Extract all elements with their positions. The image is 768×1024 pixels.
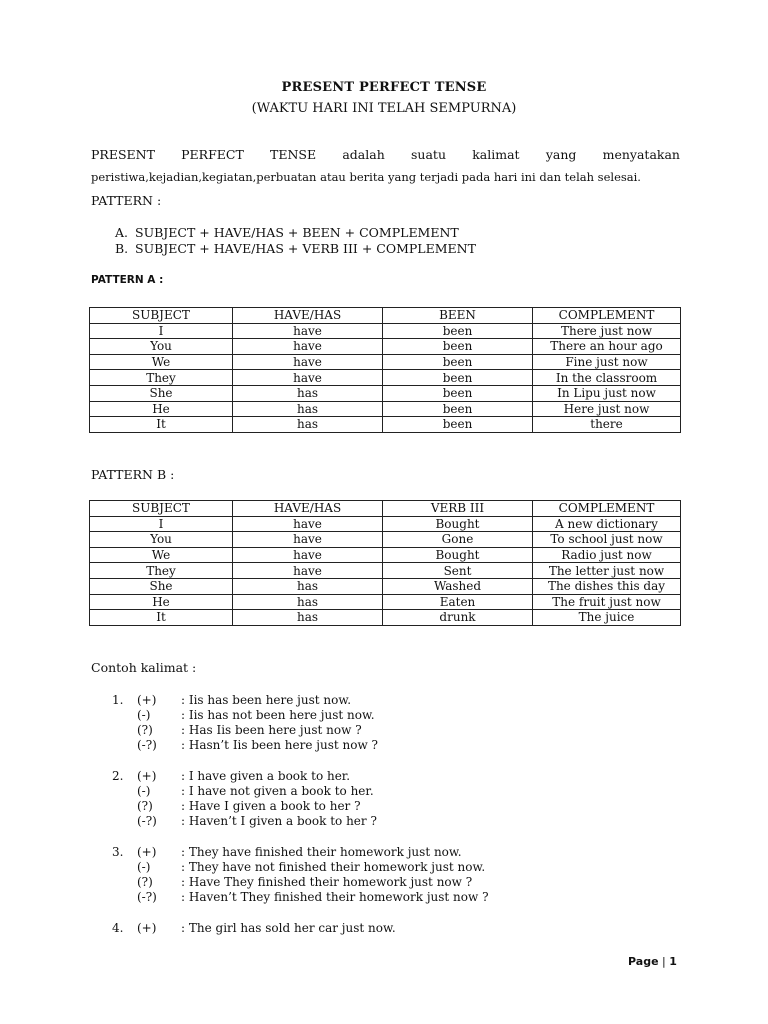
table-cell: He bbox=[90, 594, 233, 610]
table-cell: have bbox=[233, 516, 383, 532]
example-sentence: : Hasn’t Iis been here just now ? bbox=[181, 738, 378, 752]
table-header-cell: COMPLEMENT bbox=[533, 501, 681, 517]
pattern-a-label: PATTERN A : bbox=[91, 274, 164, 286]
table-header-cell: HAVE/HAS bbox=[233, 501, 383, 517]
page-word: Page bbox=[628, 955, 659, 968]
table-cell: Fine just now bbox=[533, 354, 681, 370]
table-header-cell: COMPLEMENT bbox=[533, 308, 681, 324]
table-cell: Bought bbox=[383, 547, 533, 563]
example-number: 3. bbox=[112, 845, 124, 859]
table-row bbox=[90, 323, 681, 339]
example-sentence: : Iis has not been here just now. bbox=[181, 708, 375, 722]
table-row bbox=[90, 578, 681, 594]
table-cell: has bbox=[233, 610, 383, 626]
table-cell: there bbox=[533, 417, 681, 433]
table-cell: Here just now bbox=[533, 401, 681, 417]
table-cell: been bbox=[383, 323, 533, 339]
table-cell: She bbox=[90, 578, 233, 594]
table-cell: It bbox=[90, 417, 233, 433]
table-cell: been bbox=[383, 339, 533, 355]
table-header-cell: SUBJECT bbox=[90, 308, 233, 324]
table-cell: been bbox=[383, 354, 533, 370]
table-row bbox=[90, 532, 681, 548]
table-cell: There an hour ago bbox=[533, 339, 681, 355]
table-row bbox=[90, 547, 681, 563]
table-cell: have bbox=[233, 563, 383, 579]
example-sentence: : Have I given a book to her ? bbox=[181, 799, 361, 813]
example-sentence: : Has Iis been here just now ? bbox=[181, 723, 362, 737]
example-type-mark: (-?) bbox=[137, 738, 157, 752]
table-cell: drunk bbox=[383, 610, 533, 626]
pattern-label: PATTERN : bbox=[91, 193, 162, 208]
definition-line-1: PRESENT PERFECT TENSE adalah suatu kalimat yang menyatakan bbox=[91, 147, 680, 162]
example-sentence: : I have not given a book to her. bbox=[181, 784, 374, 798]
table-cell: has bbox=[233, 385, 383, 401]
example-type-mark: (+) bbox=[137, 693, 157, 707]
table-cell: You bbox=[90, 339, 233, 355]
table-row bbox=[90, 610, 681, 626]
table-cell: been bbox=[383, 417, 533, 433]
table-cell: Washed bbox=[383, 578, 533, 594]
table-cell: have bbox=[233, 532, 383, 548]
example-number: 4. bbox=[112, 921, 124, 935]
table-cell: Radio just now bbox=[533, 547, 681, 563]
table-row bbox=[90, 339, 681, 355]
table-row bbox=[90, 516, 681, 532]
example-sentence: : They have finished their homework just now. bbox=[181, 845, 462, 859]
table-cell: The letter just now bbox=[533, 563, 681, 579]
page-number: 1 bbox=[669, 955, 677, 968]
example-number: 1. bbox=[112, 693, 124, 707]
example-sentence: : Haven’t They finished their homework just now ? bbox=[181, 890, 489, 904]
pattern-formula: SUBJECT + HAVE/HAS + VERB III + COMPLEMENT bbox=[135, 241, 476, 256]
table-cell: They bbox=[90, 563, 233, 579]
table-row bbox=[90, 401, 681, 417]
page-footer bbox=[628, 955, 677, 968]
example-sentence: : The girl has sold her car just now. bbox=[181, 921, 396, 935]
table-header-row bbox=[90, 501, 681, 517]
pattern-letter: A. bbox=[115, 225, 129, 240]
example-number: 2. bbox=[112, 769, 124, 783]
table-header-cell: BEEN bbox=[383, 308, 533, 324]
pattern-formula: SUBJECT + HAVE/HAS + BEEN + COMPLEMENT bbox=[135, 225, 459, 240]
example-type-mark: (?) bbox=[137, 875, 153, 889]
table-cell: He bbox=[90, 401, 233, 417]
table-cell: A new dictionary bbox=[533, 516, 681, 532]
example-sentence: : Have They finished their homework just now ? bbox=[181, 875, 473, 889]
table-cell: I bbox=[90, 516, 233, 532]
table-row bbox=[90, 417, 681, 433]
example-type-mark: (-) bbox=[137, 708, 151, 722]
example-type-mark: (-) bbox=[137, 784, 151, 798]
page-title: PRESENT PERFECT TENSE bbox=[281, 80, 487, 95]
table-cell: has bbox=[233, 578, 383, 594]
example-type-mark: (+) bbox=[137, 921, 157, 935]
example-type-mark: (?) bbox=[137, 723, 153, 737]
table-cell: The dishes this day bbox=[533, 578, 681, 594]
table-cell: We bbox=[90, 354, 233, 370]
table-cell: Eaten bbox=[383, 594, 533, 610]
example-sentence: : They have not finished their homework just now. bbox=[181, 860, 486, 874]
pattern-letter: B. bbox=[115, 241, 129, 256]
table-cell: There just now bbox=[533, 323, 681, 339]
table-header-row bbox=[90, 308, 681, 324]
table-cell: We bbox=[90, 547, 233, 563]
table-cell: It bbox=[90, 610, 233, 626]
table-header-cell: HAVE/HAS bbox=[233, 308, 383, 324]
table-cell: have bbox=[233, 323, 383, 339]
table-cell: To school just now bbox=[533, 532, 681, 548]
table-cell: have bbox=[233, 339, 383, 355]
table-cell: has bbox=[233, 594, 383, 610]
example-type-mark: (-) bbox=[137, 860, 151, 874]
table-cell: The juice bbox=[533, 610, 681, 626]
pattern-b-label: PATTERN B : bbox=[91, 467, 175, 482]
table-cell: You bbox=[90, 532, 233, 548]
table-header-cell: VERB III bbox=[383, 501, 533, 517]
table-cell: In the classroom bbox=[533, 370, 681, 386]
page-separator: | bbox=[662, 955, 666, 968]
table-cell: has bbox=[233, 417, 383, 433]
example-sentence: : Iis has been here just now. bbox=[181, 693, 352, 707]
table-cell: In Lipu just now bbox=[533, 385, 681, 401]
table-row bbox=[90, 370, 681, 386]
table-cell: been bbox=[383, 385, 533, 401]
table-cell: have bbox=[233, 354, 383, 370]
pattern-item-b bbox=[115, 241, 476, 256]
table-cell: They bbox=[90, 370, 233, 386]
page-subtitle: (WAKTU HARI INI TELAH SEMPURNA) bbox=[251, 101, 517, 116]
example-type-mark: (-?) bbox=[137, 890, 157, 904]
table-row bbox=[90, 354, 681, 370]
pattern-a-table bbox=[89, 307, 681, 433]
examples-label: Contoh kalimat : bbox=[91, 660, 197, 675]
table-row bbox=[90, 563, 681, 579]
table-row bbox=[90, 594, 681, 610]
example-sentence: : Haven’t I given a book to her ? bbox=[181, 814, 377, 828]
example-type-mark: (?) bbox=[137, 799, 153, 813]
table-cell: I bbox=[90, 323, 233, 339]
table-cell: The fruit just now bbox=[533, 594, 681, 610]
pattern-item-a bbox=[115, 225, 459, 240]
table-cell: Sent bbox=[383, 563, 533, 579]
table-cell: been bbox=[383, 401, 533, 417]
table-cell: has bbox=[233, 401, 383, 417]
table-header-cell: SUBJECT bbox=[90, 501, 233, 517]
table-cell: Bought bbox=[383, 516, 533, 532]
table-cell: have bbox=[233, 370, 383, 386]
pattern-b-table bbox=[89, 500, 681, 626]
table-cell: She bbox=[90, 385, 233, 401]
example-type-mark: (-?) bbox=[137, 814, 157, 828]
table-row bbox=[90, 385, 681, 401]
table-cell: Gone bbox=[383, 532, 533, 548]
example-sentence: : I have given a book to her. bbox=[181, 769, 351, 783]
example-type-mark: (+) bbox=[137, 845, 157, 859]
table-cell: have bbox=[233, 547, 383, 563]
definition-line-2: peristiwa,kejadian,kegiatan,perbuatan atau berita yang terjadi pada hari ini dan telah selesai. bbox=[91, 170, 641, 184]
example-type-mark: (+) bbox=[137, 769, 157, 783]
table-cell: been bbox=[383, 370, 533, 386]
